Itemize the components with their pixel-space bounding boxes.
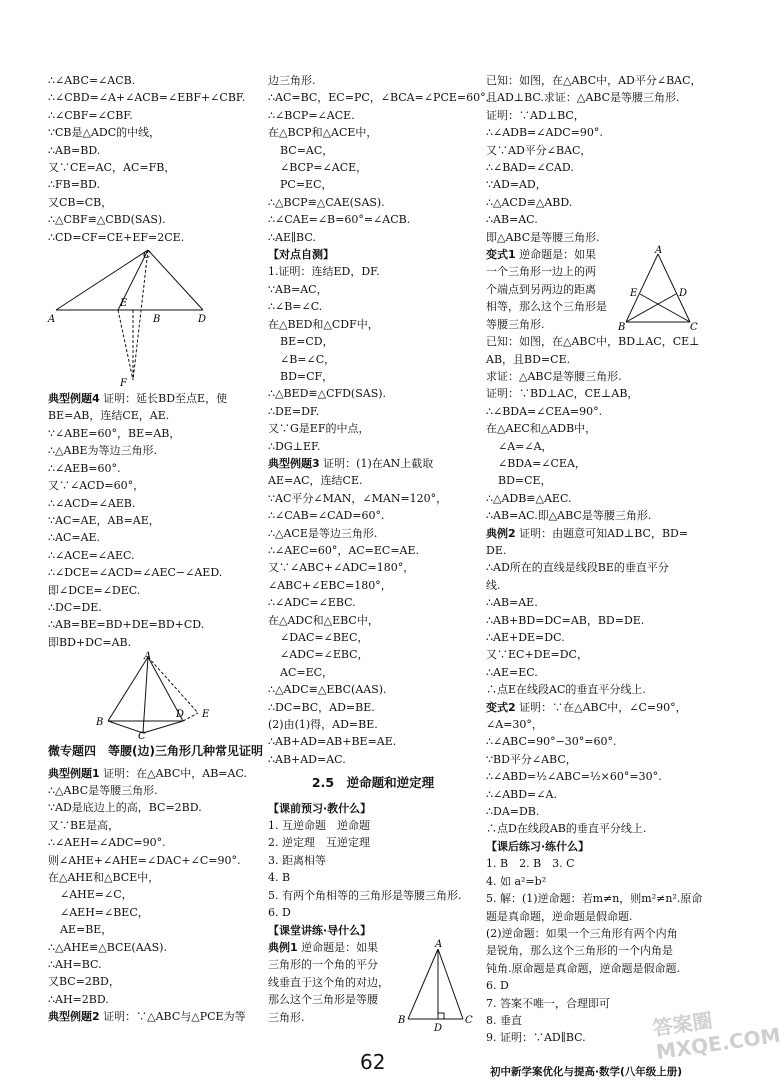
- text-line: ∴AB+AD=AB+BE=AE.: [268, 735, 397, 749]
- text-line: 在△BED和△CDF中，: [268, 317, 379, 331]
- text-line: ∴∠AEB=60°.: [48, 461, 121, 475]
- text-line: 即△ABC是等腰三角形.: [486, 230, 600, 244]
- text-line: 7. 答案不唯一，合理即可: [486, 996, 610, 1010]
- text-line: 证明：(1)在AN上截取AE=AC，连结CE.: [268, 456, 434, 488]
- text-line: 相等，那么这个三角形是: [486, 300, 607, 314]
- text-line: AE=BE，: [60, 923, 113, 937]
- text-line: (2)逆命题：如果一个三角形有两个内角: [486, 926, 678, 940]
- text-line: ∴∠BAD=∠CAD.: [486, 161, 574, 175]
- watermark-logo: 答案圈 MXQE.COM: [651, 1008, 782, 1065]
- brace-group: [268, 142, 478, 194]
- text-line: 证明：由题意可知AD⊥BC，BD=: [519, 526, 689, 540]
- isosceles-altitudes-figure: [618, 245, 698, 334]
- text-line: ∴∠CBD=∠A+∠ACB=∠EBF+∠CBF.: [48, 91, 246, 105]
- text-line: ∴△ADB≌△AEC.: [486, 491, 572, 505]
- text-line: 1. 互逆命题 逆命题: [268, 819, 370, 833]
- text-line: ∴AB=BE=BD+DE=BD+CD.: [48, 618, 205, 632]
- brace-group: [268, 629, 478, 681]
- variant-label: 变式1: [486, 248, 516, 262]
- text-line: 钝角.原命题是真命题，逆命题是假命题.: [486, 961, 680, 975]
- text-line: ∴∠CBF=∠CBF.: [48, 108, 133, 122]
- text-line: 1.证明：连结ED，DF.: [268, 265, 380, 279]
- text-line: ∴AB=AE.: [486, 596, 538, 610]
- text-line: 又∵∠ABC+∠ADC=180°，∠ABC+∠EBC=180°，: [268, 561, 415, 592]
- text-line: 则∠AHE+∠AHE=∠DAC+∠C=90°.: [48, 853, 241, 867]
- example-label: 典型例题1: [48, 766, 100, 780]
- text-line: ∴∠CAE=∠B=60°=∠ACB.: [268, 213, 411, 227]
- text-line: ∴AD所在的直线是线段BE的垂直平分: [486, 561, 669, 575]
- text-line: 又∵AD平分∠BAC，: [486, 143, 592, 157]
- preview-heading: 【课前预习·教什么】: [268, 801, 372, 815]
- text-line: 在△AHE和△BCE中，: [48, 871, 160, 884]
- text-line: BC=AC，: [280, 143, 334, 157]
- text-line: ∴∠DCE=∠ACD=∠AEC−∠AED.: [48, 566, 223, 580]
- text-line: ∴△ABE为等边三角形.: [48, 444, 158, 458]
- text-line: 5. 解：(1)逆命题：若m≠n，则m²≠n².原命: [486, 892, 703, 906]
- text-line: ∠A=∠A，: [498, 439, 553, 453]
- text-line: PC=EC，: [280, 178, 333, 192]
- column-1: [48, 72, 263, 1026]
- text-line: ∴△ACE是等边三角形.: [268, 526, 378, 540]
- text-line: 4. 如 a²=b²: [486, 874, 547, 888]
- column-3: [486, 72, 703, 1047]
- section-title: 2.5 逆命题和逆定理: [311, 775, 435, 791]
- text-line: ∴∠ACE=∠AEC.: [48, 548, 135, 562]
- text-line: BD=CF，: [280, 369, 334, 383]
- text-line: ∴AE∥BC.: [268, 230, 316, 244]
- fig1-label-a: A: [48, 314, 56, 326]
- text-line: 9. 证明：∵AD∥BC.: [486, 1031, 586, 1045]
- text-line: 又CB=CB，: [48, 195, 113, 209]
- text-line: 又∵CE=AC，AC=FB，: [48, 161, 176, 175]
- text-line: 3. 距离相等: [268, 853, 326, 867]
- text-line: AB，且BD=CE.: [486, 352, 571, 366]
- text-line: 5. 有两个角相等的三角形是等腰三角形.: [268, 888, 462, 902]
- brace-group: [48, 886, 256, 938]
- text-line: BE=CD，: [280, 335, 334, 349]
- example-label: 典例1: [268, 940, 298, 954]
- text-line: ∴△ADC≌△EBC(AAS).: [268, 683, 387, 697]
- text-line: ∵BD平分∠ABC，: [486, 752, 577, 766]
- text-line: ∴AB=BD.: [48, 143, 101, 157]
- text-line: 等腰三角形.: [486, 317, 545, 331]
- fig1-label-d: D: [198, 314, 207, 326]
- text-line: ∴AB=AC.: [486, 213, 538, 227]
- fig1-label-b: B: [153, 314, 161, 326]
- classwork-heading: 【课堂讲练·导什么】: [268, 923, 372, 937]
- text-line: 又∵G是EF的中点，: [268, 422, 370, 436]
- text-line: ∴点D在线段AB的垂直平分线上.: [486, 822, 647, 836]
- text-line: ∴AC=AE.: [48, 531, 101, 545]
- text-line: 1. B 2. B 3. C: [486, 857, 575, 871]
- fig2-label-c: C: [138, 731, 146, 743]
- text-line: BD=CE，: [498, 474, 552, 488]
- self-check-heading: 【对点自测】: [268, 248, 334, 262]
- text-line: 即∠DCE=∠DEC.: [48, 583, 141, 597]
- text-line: ∴AC=BC，EC=PC，∠BCA=∠PCE=60°.: [268, 91, 490, 105]
- proof-block-1: [48, 72, 256, 246]
- text-line: 证明：延长BD至点E，使BE=AB，连结CE，AE.: [48, 392, 228, 423]
- text-line: ∵AC=AE，AB=AE，: [48, 513, 160, 527]
- text-line: ∴∠BDA=∠CEA=90°.: [486, 404, 603, 418]
- column-2: [268, 72, 490, 1034]
- fig3-label-d: D: [434, 1022, 443, 1034]
- text-line: 又∵BE是高，: [48, 818, 120, 832]
- text-line: ∠BDA=∠CEA，: [498, 456, 586, 470]
- text-line: 在△ADC和△EBC中，: [268, 613, 379, 627]
- text-line: ∴∠ADB=∠ADC=90°.: [486, 126, 603, 140]
- fig3-label-b: B: [398, 1014, 406, 1026]
- brace-group: [268, 333, 478, 385]
- text-line: ∴∠B=∠C.: [268, 300, 323, 314]
- text-line: ∠AHE=∠C，: [60, 888, 133, 902]
- fig1-label-f: F: [120, 378, 127, 390]
- text-line: 又∵∠ACD=60°，: [48, 479, 145, 493]
- text-line: ∴DA=DB.: [486, 805, 540, 819]
- text-line: ∵AD=AD，: [486, 178, 547, 192]
- text-line: 三角形.: [268, 1010, 305, 1024]
- example-4-block: [48, 390, 256, 651]
- text-line: 已知：如图，在△ABC中，BD⊥AC，CE⊥: [486, 335, 700, 349]
- example-label: 典型例题2: [48, 1010, 100, 1024]
- text-line: ∴FB=BD.: [48, 178, 100, 192]
- text-line: 证明：∵BD⊥AC，CE⊥AB，: [486, 387, 639, 401]
- fig4-label-e: E: [630, 288, 638, 300]
- text-line: 逆命题是：如果: [301, 940, 379, 954]
- text-line: ∴DC=BC，AD=BE.: [268, 700, 375, 714]
- isosceles-triangle-figure: [398, 939, 478, 1034]
- text-line: ∴DC=DE.: [48, 600, 102, 614]
- text-line: 即BD+DC=AB.: [48, 635, 132, 649]
- text-line: 是锐角，那么这个三角形的一个内角是: [486, 944, 673, 958]
- example-label: 典型例题4: [48, 392, 100, 406]
- fig2-label-a: A: [144, 651, 152, 663]
- text-line: ∴△AHE≌△BCE(AAS).: [48, 940, 167, 954]
- fig1-label-c: C: [143, 250, 151, 262]
- text-line: ∴点E在线段AC的垂直平分线上.: [486, 683, 646, 697]
- text-line: ∴∠ABD=½∠ABC=½×60°=30°.: [486, 770, 662, 784]
- text-line: 已知：如图，在△ABC中，AD平分∠BAC，: [486, 74, 702, 87]
- text-line: 证明：在△ABC中，AB=AC.: [103, 766, 247, 780]
- text-line: ∵AD是底边上的高，BC=2BD.: [48, 801, 202, 815]
- text-line: 2. 逆定理 互逆定理: [268, 836, 370, 850]
- fig4-label-b: B: [618, 322, 626, 334]
- text-line: ∵AB=AC，: [268, 282, 328, 296]
- brace-group: [486, 438, 698, 490]
- text-line: ∵AC平分∠MAN，∠MAN=120°，: [268, 491, 448, 505]
- text-line: 4. B: [268, 871, 291, 885]
- text-line: ∠ADC=∠EBC，: [280, 648, 369, 662]
- text-line: 线垂直于这个角的对边，: [268, 975, 389, 989]
- fig2-label-b: B: [96, 717, 104, 729]
- fig4-label-d: D: [679, 288, 688, 300]
- text-line: ∠BCP=∠ACE，: [280, 161, 368, 175]
- example-1-block: [48, 765, 256, 1026]
- text-line: ∠AEH=∠BEC，: [60, 905, 149, 919]
- text-line: ∵∠ABE=60°，BE=AB，: [48, 426, 181, 440]
- variant-label: 变式2: [486, 700, 516, 714]
- text-line: ∴∠ABC=∠ACB.: [48, 74, 136, 87]
- text-line: ∴∠ABC=90°−30°=60°.: [486, 735, 617, 749]
- text-line: ∴AB+AD=AC.: [268, 752, 346, 766]
- text-line: ∴DG⊥EF.: [268, 439, 321, 453]
- text-line: 8. 垂直: [486, 1013, 522, 1027]
- text-line: ∴△BED≌△CFD(SAS).: [268, 387, 387, 401]
- text-line: ∴∠AEH=∠ADC=90°.: [48, 836, 166, 850]
- text-line: ∴△ABC是等腰三角形.: [48, 783, 158, 797]
- text-line: 又BC=2BD，: [48, 975, 120, 989]
- text-line: (2)由(1)得，AD=BE.: [268, 718, 378, 732]
- text-line: 题是真命题，逆命题是假命题.: [486, 909, 633, 923]
- fig3-label-a: A: [435, 938, 443, 950]
- text-line: ∵CB是△ADC的中线，: [48, 126, 161, 140]
- text-line: AC=EC，: [280, 665, 334, 679]
- text-line: ∴AH=2BD.: [48, 992, 109, 1006]
- text-line: 求证：△ABC是等腰三角形.: [486, 369, 622, 383]
- after-class-heading: 【课后练习·练什么】: [486, 839, 590, 853]
- text-line: 证明：∵AD⊥BC，: [486, 108, 585, 122]
- text-line: 在△BCP和△ACE中，: [268, 126, 378, 140]
- variant-1-block: [486, 246, 698, 333]
- fig4-label-a: A: [655, 245, 663, 257]
- text-line: 个端点到另两边的距离: [486, 282, 596, 296]
- text-line: ∴△ACD≌△ABD.: [486, 195, 573, 209]
- example-1-block: [268, 938, 478, 1034]
- text-line: 一个三角形一边上的两: [486, 265, 596, 279]
- topic-title: 微专题四 等腰(边)三角形几种常见证明: [48, 744, 263, 759]
- text-line: ∴AH=BC.: [48, 958, 102, 972]
- example-label: 典型例题3: [268, 456, 320, 470]
- text-line: ∠A=30°，: [486, 718, 543, 732]
- text-line: 在△AEC和△ADB中，: [486, 422, 597, 436]
- footer-title: 初中新学案优化与提高·数学(八年级上册): [490, 1066, 683, 1078]
- page-number: 62: [360, 1050, 386, 1074]
- text-line: 那么这个三角形是等腰: [268, 993, 378, 1007]
- triangle-figure-1: [48, 248, 248, 388]
- text-line: ∠DAC=∠BEC，: [280, 631, 369, 644]
- text-line: ∴DE=DF.: [268, 404, 320, 418]
- example-label: 典例2: [486, 526, 516, 540]
- text-line: 三角形的一个角的平分: [268, 958, 378, 972]
- fig4-label-c: C: [690, 322, 698, 334]
- text-line: ∴AB=AC.即△ABC是等腰三角形.: [486, 509, 652, 523]
- text-line: 6. D: [486, 979, 509, 993]
- text-line: DE.: [486, 543, 507, 557]
- text-line: ∴∠ABD=∠A.: [486, 787, 557, 801]
- text-line: ∴△CBF≌△CBD(SAS).: [48, 213, 166, 227]
- text-line: 又∵EC+DE=DC，: [486, 648, 588, 662]
- text-line: ∴AB+BD=DC=AB，BD=DE.: [486, 613, 645, 627]
- text-line: ∠B=∠C，: [280, 352, 336, 366]
- text-line: ∴AE+DE=DC.: [486, 631, 565, 644]
- fig1-label-e: E: [120, 298, 128, 310]
- text-line: 线.: [486, 578, 501, 592]
- text-line: ∴AE=EC.: [486, 665, 538, 679]
- text-line: 证明：∵△ABC与△PCE为等: [103, 1010, 246, 1024]
- fig2-label-e: E: [202, 709, 210, 721]
- text-line: 证明：∵在△ABC中，∠C=90°，: [519, 700, 687, 714]
- text-line: ∴△BCP≌△CAE(SAS).: [268, 195, 385, 209]
- fig2-label-d: D: [176, 709, 185, 721]
- text-line: 逆命题是：如果: [519, 248, 597, 262]
- triangle-figure-2: [48, 653, 248, 741]
- text-line: 6. D: [268, 906, 291, 920]
- text-line: ∴CD=CF=CE+EF=2CE.: [48, 230, 185, 244]
- text-line: ∴∠CAB=∠CAD=60°.: [268, 509, 385, 523]
- fig3-label-c: C: [465, 1014, 473, 1026]
- text-line: ∴∠ADC=∠EBC.: [268, 596, 356, 610]
- text-line: 边三角形.: [268, 74, 316, 87]
- text-line: ∴∠ACD=∠AEB.: [48, 496, 136, 510]
- text-line: ∴∠AEC=60°，AC=EC=AE.: [268, 543, 420, 557]
- text-line: ∴∠BCP=∠ACE.: [268, 108, 355, 122]
- text-line: 且AD⊥BC.求证：△ABC是等腰三角形.: [486, 91, 680, 105]
